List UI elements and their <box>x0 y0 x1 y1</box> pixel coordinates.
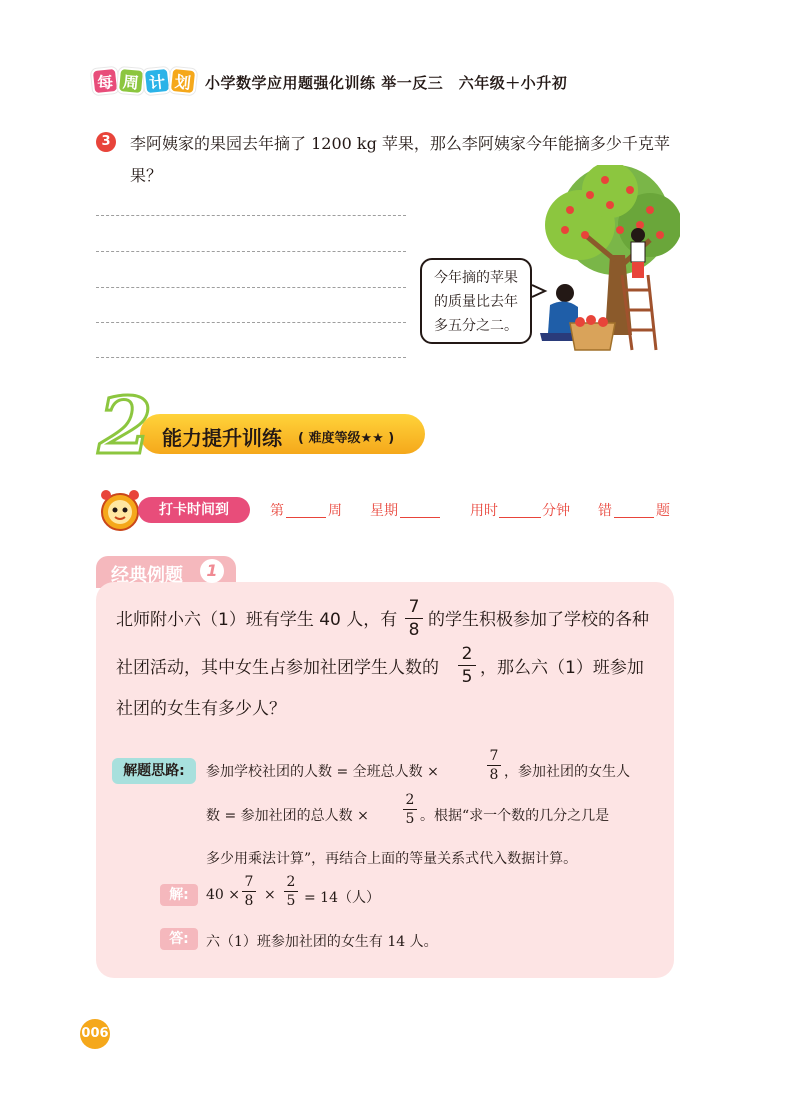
answer-line[interactable] <box>96 215 406 216</box>
speech-line: 多五分之二。 <box>434 318 518 334</box>
header-badge-2: 周 <box>117 67 145 95</box>
week-input[interactable] <box>286 517 326 518</box>
checkin-errors-prefix: 错 <box>598 503 612 519</box>
answer-text: 六（1）班参加社团的女生有 14 人。 <box>206 934 438 950</box>
time-input[interactable] <box>499 517 541 518</box>
problem-fraction: 2 5 <box>456 643 478 688</box>
solution-label: 解: <box>160 884 198 906</box>
checkin-week-suffix: 周 <box>328 503 342 519</box>
problem-line-2a: 社团活动，其中女生占参加社团学生人数的 <box>116 658 439 678</box>
answer-line[interactable] <box>96 251 406 252</box>
solution-fraction: 2 5 <box>283 873 299 910</box>
answer-line[interactable] <box>96 322 406 323</box>
question-number: 3 <box>96 132 116 152</box>
woman-head <box>556 284 574 302</box>
problem-line-1b: 的学生积极参加了学校的各种 <box>428 610 649 630</box>
solution-expr-a: 40 × <box>206 887 240 903</box>
solution-expr-c: = 14（人） <box>304 890 380 906</box>
answer-line[interactable] <box>96 357 406 358</box>
thinking-label: 解题思路: <box>112 758 196 784</box>
page-number: 006 <box>80 1019 110 1049</box>
checkin-time-suffix: 分钟 <box>542 503 570 519</box>
book-title: 小学数学应用题强化训练 举一反三 六年级＋小升初 <box>205 74 568 92</box>
speech-bubble <box>420 258 532 344</box>
checkin-label: 打卡时间到 <box>138 497 250 523</box>
thinking-line-1a: 参加学校社团的人数 = 全班总人数 × <box>206 764 439 780</box>
difficulty-rating: ( 难度等级★★ ) <box>298 431 395 446</box>
thinking-line-3: 多少用乘法计算”，再结合上面的等量关系式代入数据计算。 <box>206 851 578 867</box>
speech-line: 的质量比去年 <box>434 294 518 310</box>
header-badge-4: 划 <box>169 67 198 96</box>
thinking-fraction: 2 5 <box>402 791 418 828</box>
solution-expr-b: × <box>264 887 276 903</box>
answer-label: 答: <box>160 928 198 950</box>
header-badge-3: 计 <box>143 67 172 96</box>
thinking-line-1b: ，参加社团的女生人 <box>504 764 630 780</box>
answer-line[interactable] <box>96 287 406 288</box>
problem-line-2b: ，那么六（1）班参加 <box>480 658 644 678</box>
question-text: 李阿姨家的果园去年摘了 1200 kg 苹果，那么李阿姨家今年能摘多少千克苹果？ <box>130 134 670 185</box>
problem-line-1a: 北师附小六（1）班有学生 40 人，有 <box>116 610 398 630</box>
weekday-input[interactable] <box>400 517 440 518</box>
basket <box>570 323 615 350</box>
errors-input[interactable] <box>614 517 654 518</box>
example-tab-label: 经典例题 <box>111 565 183 586</box>
checkin-week-prefix: 第 <box>270 503 284 519</box>
example-tab-number: 1 <box>200 559 224 583</box>
section-number: 2 <box>98 381 153 472</box>
solution-fraction: 7 8 <box>241 873 257 910</box>
checkin-errors-suffix: 题 <box>656 503 670 519</box>
checkin-weekday: 星期 <box>370 503 398 519</box>
person-head <box>631 228 645 242</box>
section-title: 能力提升训练 <box>162 426 282 450</box>
speech-line: 今年摘的苹果 <box>434 270 518 286</box>
thinking-line-2b: 。根据“求一个数的几分之几是 <box>420 808 610 824</box>
header-badge-1: 每 <box>91 67 120 96</box>
thinking-fraction: 7 8 <box>486 747 502 784</box>
problem-line-3: 社团的女生有多少人？ <box>116 699 286 719</box>
problem-fraction: 7 8 <box>403 596 425 641</box>
thinking-line-2a: 数 = 参加社团的总人数 × <box>206 808 369 824</box>
checkin-time-prefix: 用时 <box>470 503 498 519</box>
alarm-clock-icon <box>96 486 144 534</box>
